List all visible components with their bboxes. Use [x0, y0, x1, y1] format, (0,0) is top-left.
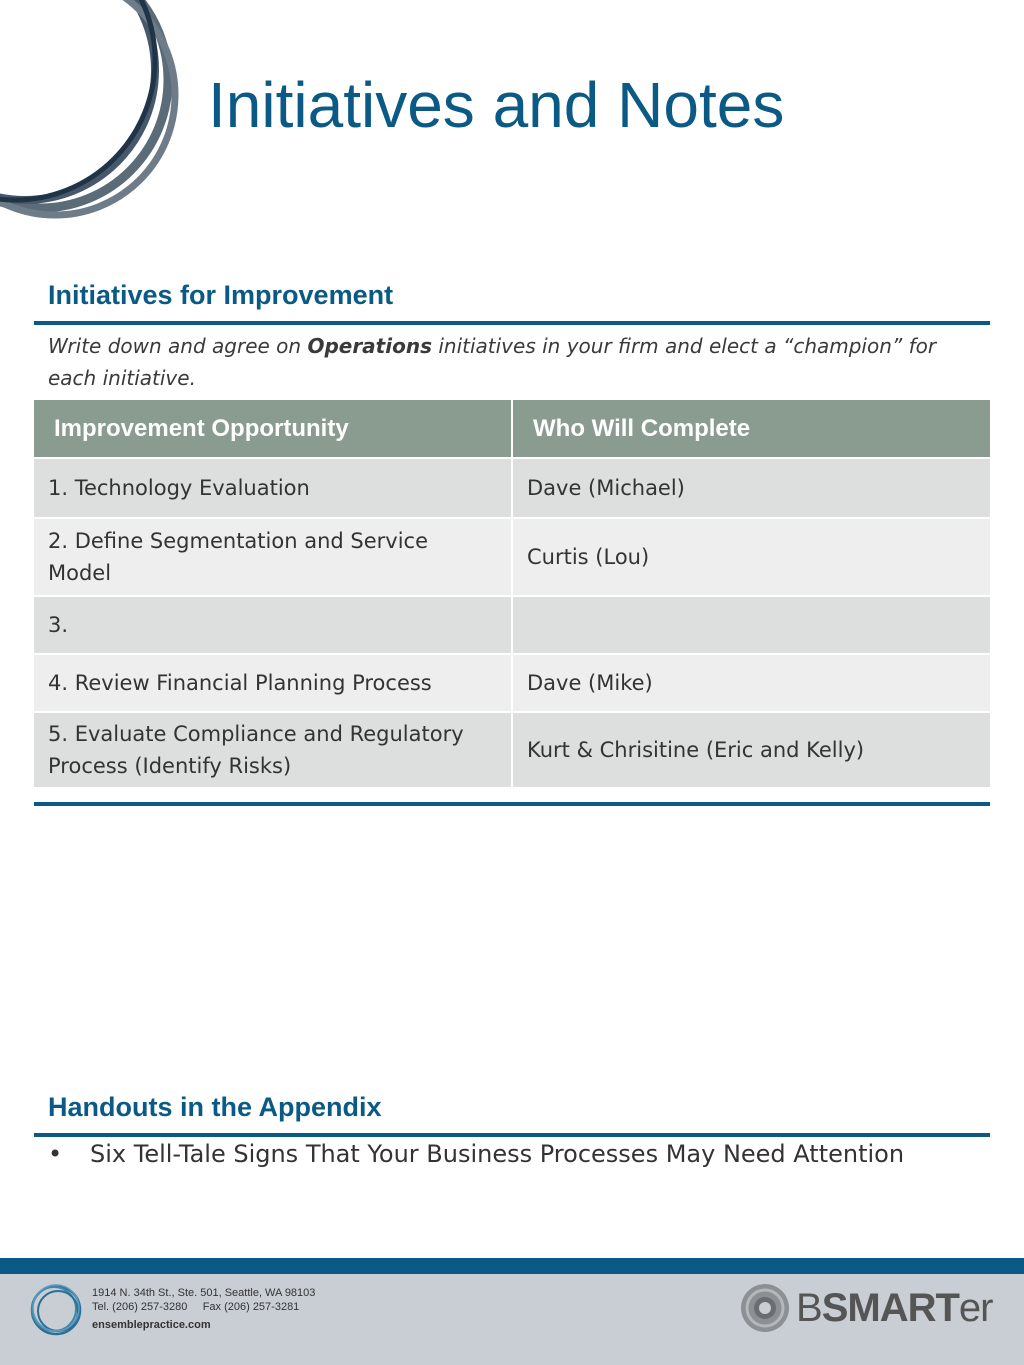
footer-website: ensemblepractice.com	[92, 1319, 211, 1331]
table-row	[34, 654, 990, 712]
opportunity-cell: 1. Technology Evaluation	[34, 458, 512, 518]
instructions-text	[48, 330, 968, 394]
instructions-emphasis: Operations	[307, 334, 432, 358]
footer-tel: Tel. (206) 257-3280	[92, 1301, 188, 1313]
list-item	[48, 1140, 904, 1168]
footer-accent-bar	[0, 1258, 1024, 1274]
column-header-opportunity: Improvement Opportunity	[34, 400, 512, 458]
decorative-rings-graphic	[0, 0, 200, 250]
table-row	[34, 518, 990, 596]
table-bottom-divider	[34, 802, 990, 806]
list-item-text: Six Tell-Tale Signs That Your Business Processes May Need Attention	[90, 1140, 905, 1168]
owner-cell: Kurt & Chrisitine (Eric and Kelly)	[512, 712, 990, 788]
handouts-list	[48, 1140, 904, 1168]
instructions-part: Write down and agree on	[48, 334, 308, 358]
instructions-part: initiatives in your firm and elect a “champion” for each initiative.	[48, 334, 937, 390]
section-heading-handouts: Handouts in the Appendix	[48, 1092, 382, 1122]
table-row	[34, 458, 990, 518]
footer	[0, 1274, 1024, 1365]
section-divider	[34, 1133, 990, 1137]
ensemble-logo-icon	[28, 1282, 84, 1338]
opportunity-cell: 5. Evaluate Compliance and Regulatory Process (Identify Risks)	[34, 712, 512, 788]
bsmarter-logo	[738, 1280, 1008, 1336]
owner-cell	[512, 596, 990, 654]
bsmarter-wordmark	[796, 1286, 992, 1331]
footer-contact	[92, 1286, 315, 1332]
opportunity-cell: 3.	[34, 596, 512, 654]
footer-phone-line	[92, 1300, 315, 1314]
section-divider	[34, 321, 990, 325]
brand-suffix: er	[958, 1285, 993, 1330]
opportunity-cell: 4. Review Financial Planning Process	[34, 654, 512, 712]
owner-cell: Dave (Michael)	[512, 458, 990, 518]
brand-prefix: B	[796, 1285, 822, 1330]
column-header-owner: Who Will Complete	[512, 400, 990, 458]
bullet-icon: •	[48, 1140, 63, 1168]
opportunity-cell: 2. Define Segmentation and Service Model	[34, 518, 512, 596]
brand-bold: SMART	[821, 1285, 959, 1330]
footer-address: 1914 N. 34th St., Ste. 501, Seattle, WA 98103	[92, 1287, 316, 1299]
owner-cell: Dave (Mike)	[512, 654, 990, 712]
page-title: Initiatives and Notes	[208, 69, 785, 141]
table-row	[34, 712, 990, 788]
table-row	[34, 596, 990, 654]
footer-fax: Fax (206) 257-3281	[202, 1301, 300, 1313]
table-header-row	[34, 400, 990, 458]
bsmarter-swirl-icon	[738, 1281, 792, 1335]
owner-cell: Curtis (Lou)	[512, 518, 990, 596]
section-heading-initiatives: Initiatives for Improvement	[48, 280, 394, 310]
initiatives-table	[34, 400, 990, 789]
